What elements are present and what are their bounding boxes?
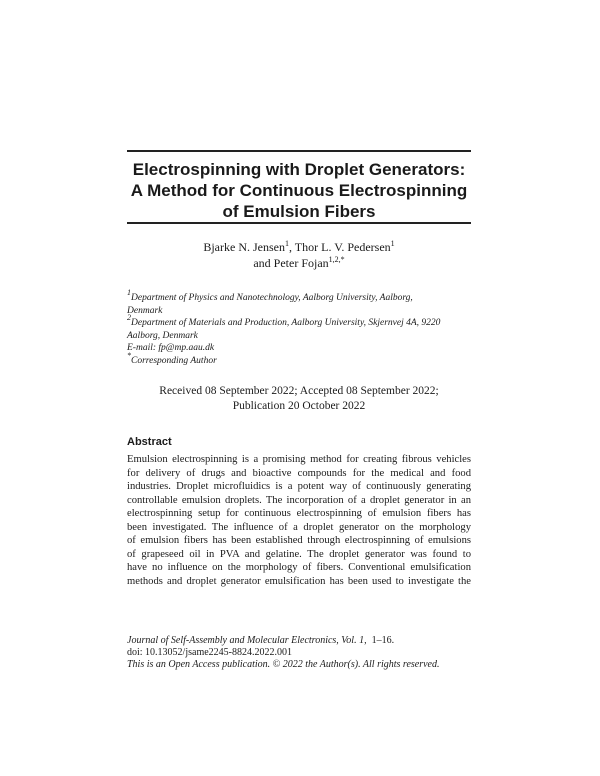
author-affil-sup: 1 <box>390 239 395 248</box>
doi: doi: 10.13052/jsame2245-8824.2022.001 <box>127 647 292 658</box>
abstract-line: industries. Droplet microfluidics is a potent way of continuously generating <box>127 481 471 492</box>
abstract-line: Emulsion electrospinning is a promising method for creating fibrous vehicles <box>127 454 471 465</box>
abstract-line: of emulsion fibers has been established through electrospinning of emulsions <box>127 535 471 546</box>
abstract-line: controllable emulsion droplets. The incorporation of a droplet generator in an <box>127 494 471 506</box>
abstract-line: electrospinning setup for continuous electrospinning of emulsion fibers has <box>127 508 471 519</box>
author-list <box>127 239 471 271</box>
abstract-line: have no influence on the morphology of fibers. Conventional emulsification <box>127 562 471 573</box>
author-affil-sup: 1 <box>284 239 289 248</box>
dates-line-2: Publication 20 October 2022 <box>232 400 366 412</box>
affil-sup: 1 <box>127 288 131 297</box>
title-top-rule <box>127 150 471 152</box>
affiliation-2: Department of Materials and Production, Aalborg University, Skjernvej 4A, 9220 <box>131 318 441 328</box>
journal-pages: 1–16. <box>371 635 395 646</box>
corr-sup: * <box>127 350 131 360</box>
abstract-line: of grapeseed oil in PVA and gelatine. The droplet generator was found to <box>127 548 471 560</box>
affiliations <box>127 288 471 367</box>
affiliation-1: Department of Physics and Nanotechnology, Aalborg University, Aalborg, <box>131 293 413 303</box>
title-line-2: A Method for Continuous Electrospinning <box>130 181 468 200</box>
author-name: Thor L. V. Pedersen <box>294 240 391 254</box>
abstract-heading: Abstract <box>127 436 172 448</box>
author-name: Peter Fojan <box>273 256 329 270</box>
dates-line-1: Received 08 September 2022; Accepted 08 September 2022; <box>159 385 439 397</box>
abstract-line: been investigated. The influence of a droplet generator on the morphology <box>127 521 471 533</box>
paper-title <box>127 159 471 222</box>
affiliation-2-cont: Aalborg, Denmark <box>127 330 198 341</box>
abstract-line: methods and droplet generator emulsification has been used to investigate the <box>127 575 471 587</box>
author-conjunction: and <box>253 256 274 270</box>
affiliation-1-cont: Denmark <box>127 305 163 316</box>
author-affil-sup: 1,2,* <box>328 255 345 264</box>
title-line-3: of Emulsion Fibers <box>222 202 376 221</box>
affil-sup: 2 <box>127 313 131 322</box>
corresponding-author: Corresponding Author <box>131 355 217 366</box>
author-separator: , <box>288 240 295 254</box>
email-line: E-mail: fp@mp.aau.dk <box>127 343 215 353</box>
publication-dates <box>127 384 471 414</box>
journal-name: Journal of Self-Assembly and Molecular Electronics, Vol. 1, <box>127 635 367 646</box>
author-name: Bjarke N. Jensen <box>203 240 285 254</box>
title-bottom-rule <box>127 222 471 224</box>
abstract-body <box>127 453 471 588</box>
journal-footer <box>127 635 471 671</box>
title-line-1: Electrospinning with Droplet Generators: <box>132 160 466 179</box>
abstract-line: for delivery of drugs and bioactive compounds for the medical and food <box>127 467 471 479</box>
license: This is an Open Access publication. © 2022 the Author(s). All rights reserved. <box>127 659 440 670</box>
